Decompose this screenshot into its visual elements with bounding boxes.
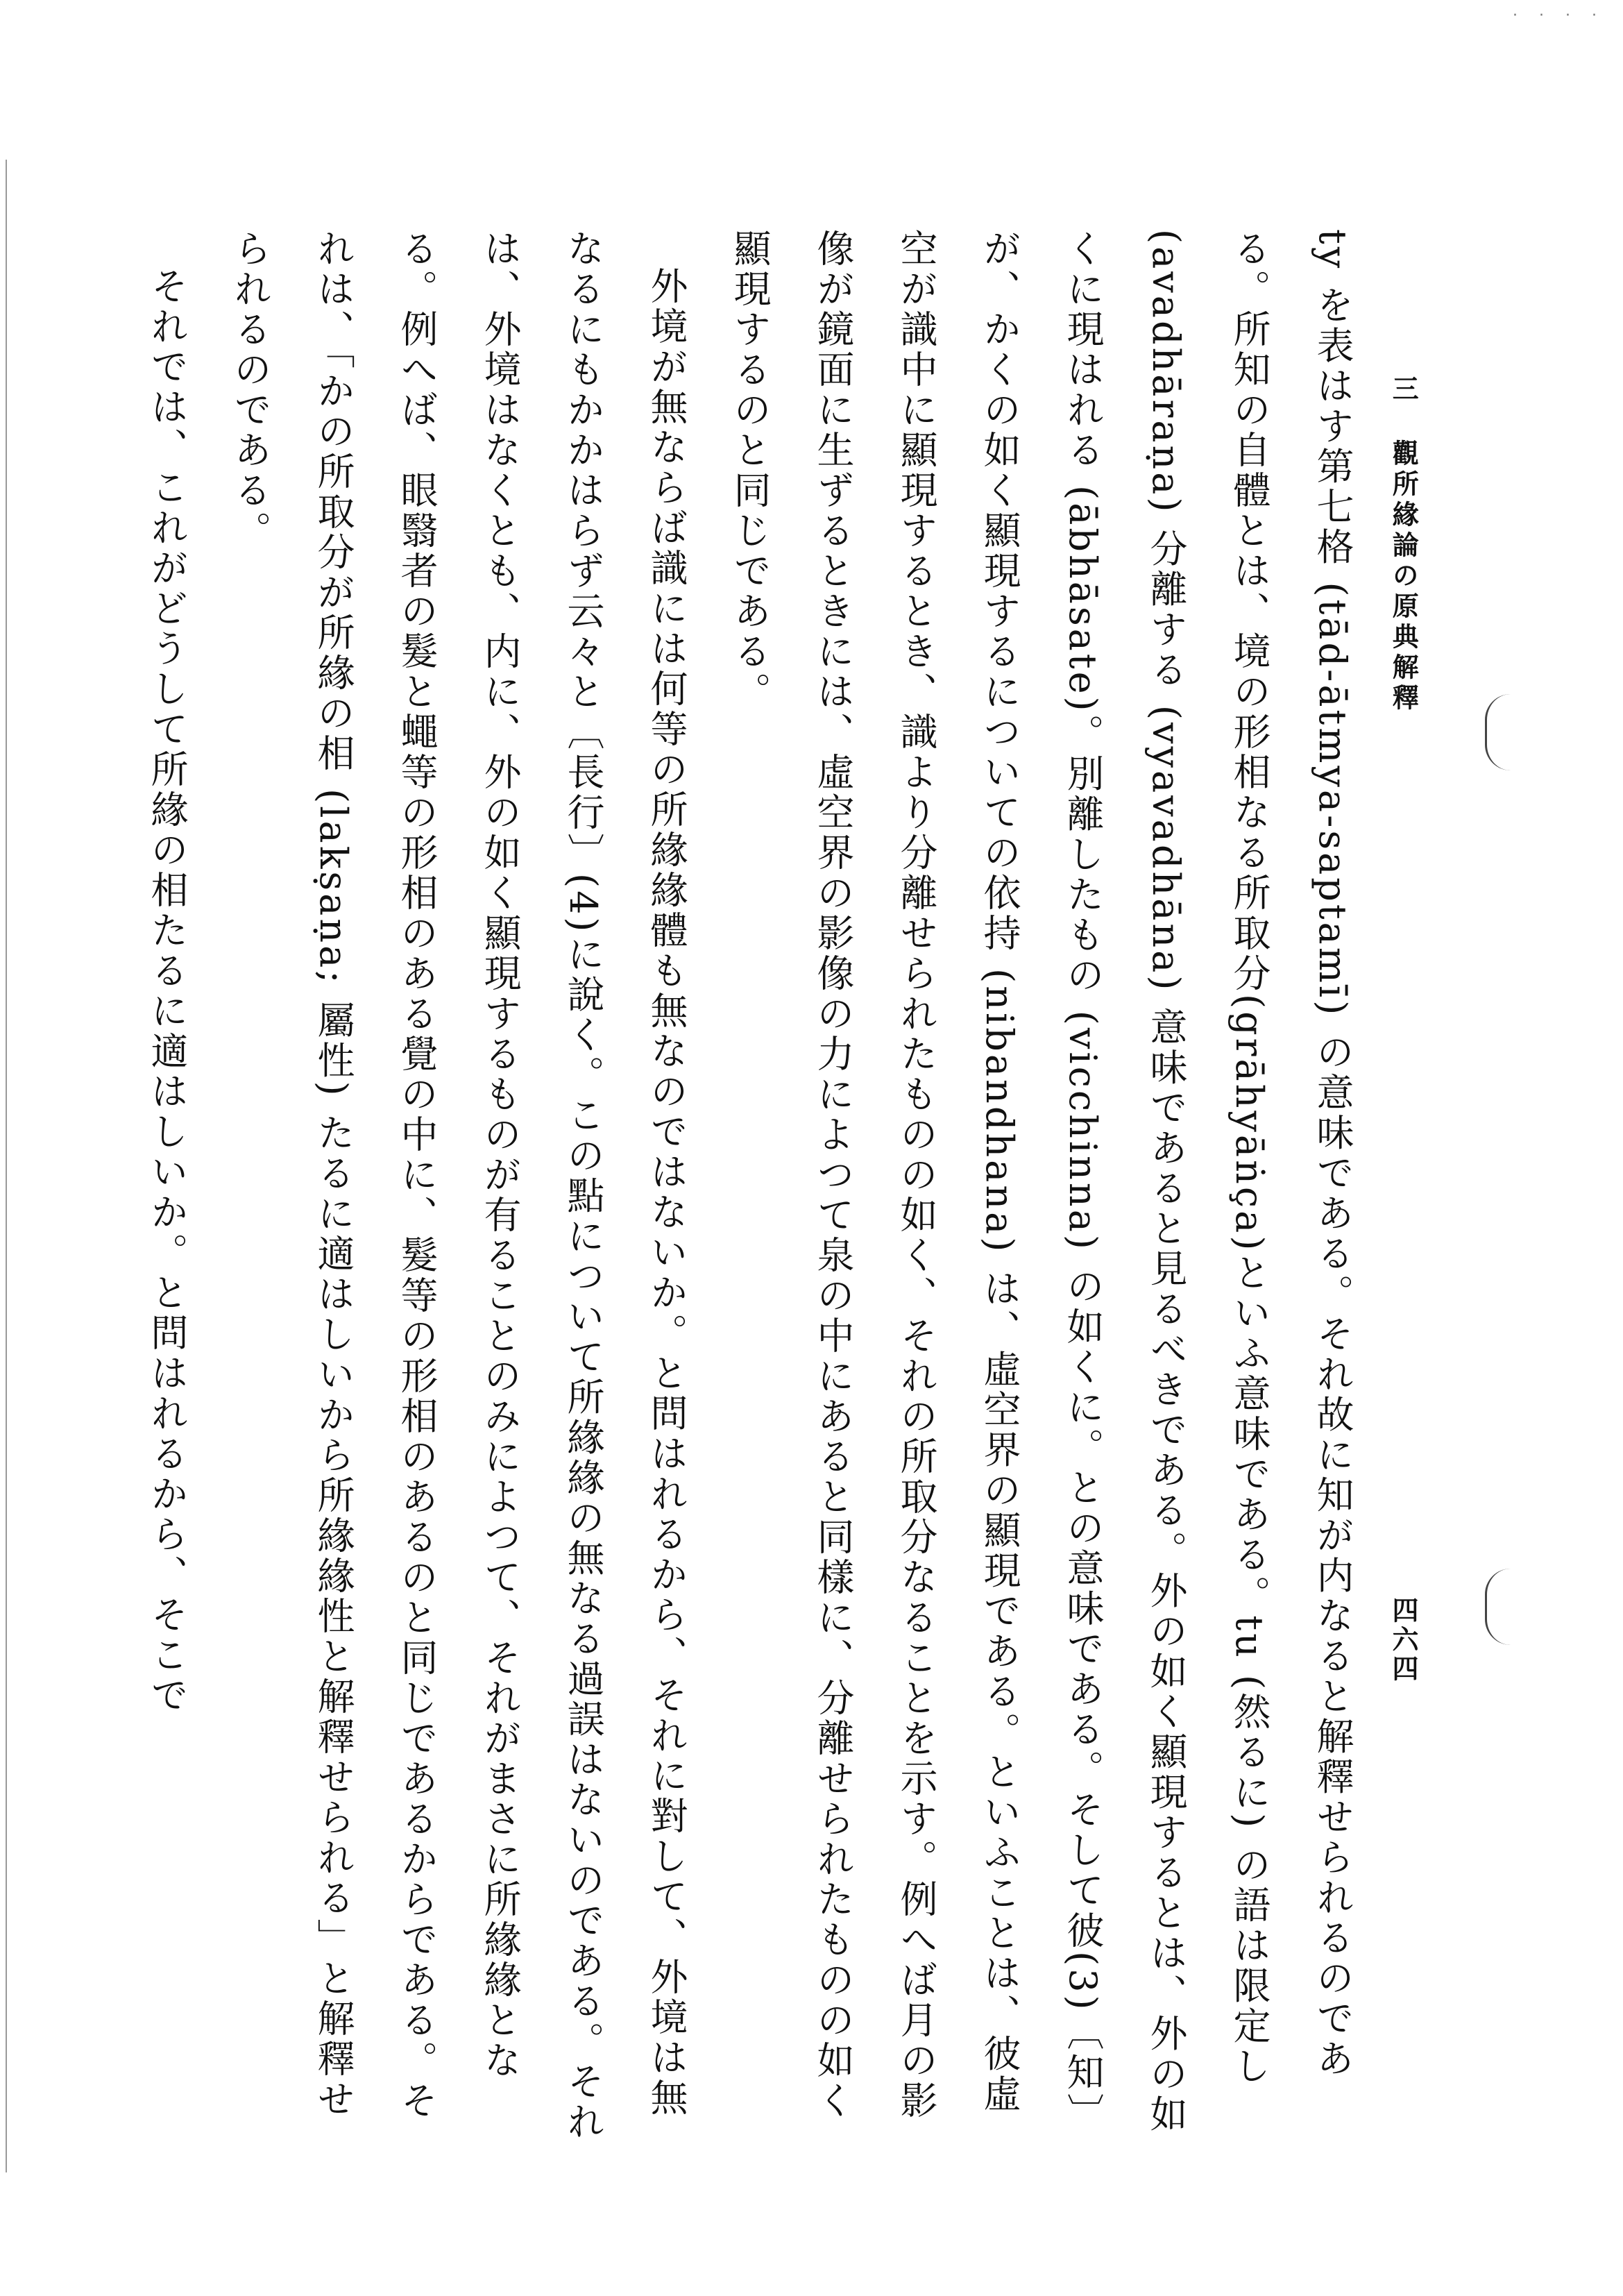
page-number: 四六四 (1388, 1596, 1418, 1684)
paragraph: 外境が無ならば識には何等の所緣緣體も無なのではないか。と問はれるから、それに對して、外境は無なるにもかかはらず云々と〔長行〕(4)に說く。この點について所緣緣の無なる過誤はないのである。それは、外境はなくとも、内に、外の如く顯現するものが有ることのみによつて、それがまさに所緣緣となる。例へば、眼翳者の髮と蠅等の形相のある覺の中に、髮等の形相のあるのと同じであるからである。それは、「かの所取分が所緣の相 (lakṣaṇa; 屬性) たるに適はしいから所緣緣性と解釋せられる」と解釋せられるのである。 (228, 229, 688, 2143)
running-header (1384, 375, 1421, 714)
section-number: 三 (1388, 375, 1419, 405)
header-title: 觀所緣論の原典解釋 (1388, 439, 1419, 715)
scan-edge-rule (6, 160, 7, 2172)
body-text (139, 229, 1374, 2145)
paragraph: ty を表はす第七格 (tād-ātmya-saptamī) の意味である。それ故に知が内なると解釋せられるのである。所知の自體とは、境の形相なる所取分(grāhyāṅça)といふ意味である。tu (然るに) の語は限定し (avadhāraṇa) 分離する (vyavadhāna) 意味であると見るべきである。外の如く顯現するとは、外の如くに現はれる (ābhāsate)。別離したもの (vicchinna) の如くに。との意味である。そして彼(3)〔知〕が、かくの如く顯現するについての依持 (nibandhana) は、虛空界の顯現である。といふことは、彼虛空が識中に顯現するとき、識より分離せられたものの如く、それの所取分なることを示す。例へば月の影像が鏡面に生ずるときには、虛空界の影像の力によつて泉の中にあると同樣に、分離せられたものの如く顯現するのと同じである。 (728, 229, 1354, 2135)
margin-bracket-mark (1485, 694, 1511, 770)
margin-bracket-mark (1485, 1569, 1511, 1645)
corner-dots: · · · · (1513, 7, 1605, 24)
paragraph: それでは、これがどうして所緣の相たるに適はしいか。と問はれるから、そこで (145, 267, 189, 1716)
